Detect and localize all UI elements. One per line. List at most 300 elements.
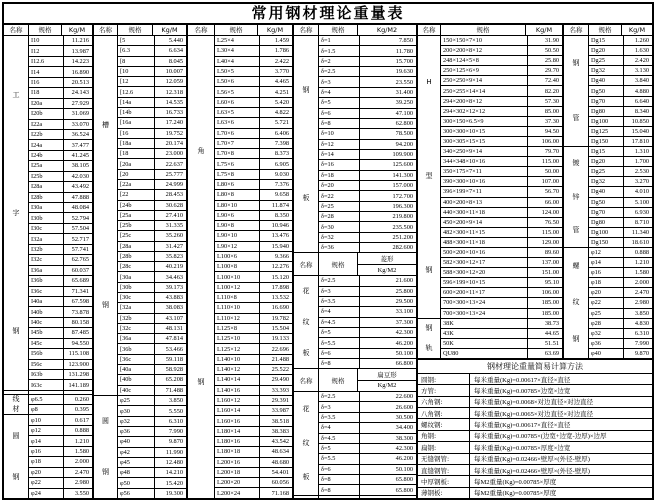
value-cell: 0.617 — [74, 416, 89, 424]
table-row — [215, 129, 292, 139]
spec-cell: L110×10 — [215, 303, 260, 312]
table-row — [319, 359, 416, 368]
value-cell: 235.500 — [392, 223, 413, 231]
value-cell: 26.600 — [395, 403, 413, 411]
spec-cell: φ20 — [589, 288, 624, 297]
spec-cell: L140×16 — [215, 386, 260, 395]
section-rows — [589, 147, 652, 247]
spec-cell: δ=4 — [319, 423, 360, 432]
formula-row — [418, 431, 652, 442]
table-row — [118, 375, 186, 385]
table-row — [215, 416, 292, 426]
value-cell: 4.880 — [634, 87, 649, 95]
value-cell: 31.400 — [395, 88, 413, 96]
table-row — [118, 190, 186, 200]
value-cell: 28.453 — [165, 191, 183, 199]
table-row — [441, 278, 562, 288]
spec-cell: φ32 — [118, 417, 155, 426]
spec-cell: δ=5.5 — [319, 338, 360, 347]
group-channel-steel — [94, 25, 188, 498]
value-cell: 13.987 — [71, 47, 89, 55]
spec-cell: 250×125×6×9 — [441, 66, 528, 75]
spec-cell: φ22 — [29, 478, 64, 487]
value-cell: 12.059 — [165, 78, 183, 86]
table-row — [215, 77, 292, 87]
sub-header — [294, 369, 416, 392]
spec-cell: 50K — [441, 339, 528, 348]
spec-cell: Dg40 — [589, 187, 624, 196]
spec-cell: I25b — [29, 172, 64, 181]
spec-cell: [36c — [118, 355, 155, 364]
value-cell: 22.600 — [395, 393, 413, 401]
table-row — [319, 287, 416, 297]
table-main — [4, 25, 652, 498]
table-row — [589, 238, 652, 247]
table-row — [319, 485, 416, 494]
table-row — [215, 252, 292, 262]
spec-cell: [25c — [118, 231, 155, 240]
spec-cell: [28b — [118, 252, 155, 261]
spec-cell: I14 — [29, 67, 64, 76]
formula-row — [418, 397, 652, 408]
spec-cell: L80×6 — [215, 180, 260, 189]
spec-cell: L70×8 — [215, 149, 260, 158]
table-row — [215, 118, 292, 128]
table-row — [29, 245, 92, 255]
value-cell: 31.335 — [165, 222, 183, 230]
value-cell: 11.780 — [395, 47, 413, 55]
table-row — [29, 380, 92, 389]
value-cell: 2.000 — [74, 458, 89, 466]
section-name — [418, 36, 441, 318]
table-row — [215, 355, 292, 365]
spec-cell: L70×7 — [215, 139, 260, 148]
spec-cell: I12 — [29, 46, 64, 55]
value-cell: 48.131 — [165, 325, 183, 333]
table-row — [319, 119, 416, 129]
spec-cell: L100×6 — [215, 252, 260, 261]
formula-title: 钢材理论重量简易计算方法 — [418, 360, 652, 374]
spec-cell: δ=4 — [319, 88, 360, 97]
section-name-char: 花 — [302, 287, 310, 296]
spec-cell: I20a — [29, 99, 64, 108]
spec-cell: [14a — [118, 98, 155, 107]
spec-cell: δ=32 — [319, 233, 360, 242]
table-row — [441, 248, 562, 258]
table-row — [589, 177, 652, 187]
value-cell: 29.500 — [395, 298, 413, 306]
spec-cell: I45b — [29, 328, 64, 337]
section-name-char: 钢 — [102, 300, 109, 309]
spec-cell: [8 — [118, 57, 155, 66]
spec-cell: δ=18 — [319, 171, 360, 180]
sub-name-header: 名称 — [294, 369, 319, 391]
table-row — [118, 262, 186, 272]
value-cell: 57.30 — [544, 97, 559, 105]
spec-cell: Dg25 — [589, 56, 624, 65]
spec-cell: [12 — [118, 77, 155, 86]
name-column-header: 名称 — [4, 25, 29, 35]
table-row — [29, 436, 92, 446]
table-row — [29, 99, 92, 109]
spec-cell: I32c — [29, 255, 64, 264]
spec-cell: φ14 — [589, 258, 624, 267]
formula-row — [418, 454, 652, 465]
section-name-char: 板 — [302, 473, 310, 482]
spec-cell: δ=22 — [319, 191, 360, 200]
value-cell: 89.60 — [544, 249, 559, 257]
spec-cell: Dg100 — [589, 228, 624, 237]
value-cell: 14.223 — [71, 58, 89, 66]
value-cell: 48.634 — [271, 448, 289, 456]
table-row — [118, 489, 186, 498]
table-row — [319, 171, 416, 181]
table-row — [215, 406, 292, 416]
table-row — [118, 386, 186, 395]
spec-cell: [12.6 — [118, 87, 155, 96]
section-name-char: 钢 — [102, 468, 109, 477]
value-cell: 78.500 — [395, 130, 413, 138]
table-row — [215, 231, 292, 241]
spec-cell: [25b — [118, 221, 155, 230]
formula-row — [418, 374, 652, 385]
column-headers — [188, 25, 292, 36]
value-cell: 12.318 — [165, 88, 183, 96]
table-row — [441, 238, 562, 248]
unit-column-header: Kg/M — [161, 26, 178, 34]
spec-cell: φ32 — [589, 329, 624, 338]
section-name-char: 钢 — [425, 323, 433, 332]
table-row — [118, 159, 186, 169]
right-top-groups — [418, 25, 652, 358]
value-cell: 50.100 — [395, 465, 413, 473]
spec-cell: 390×300×10×16 — [441, 177, 528, 186]
table-row — [29, 78, 92, 88]
table-row — [589, 137, 652, 146]
value-cell: 17.240 — [165, 119, 183, 127]
section-name — [294, 36, 319, 252]
section-name-char: 角 — [197, 147, 205, 155]
value-cell: 2.420 — [634, 57, 649, 65]
table-row — [118, 211, 186, 221]
value-cell: 13.532 — [271, 294, 289, 302]
value-cell: 15.504 — [271, 325, 289, 333]
value-cell: 47.888 — [71, 193, 89, 201]
value-cell: 7.990 — [168, 428, 183, 436]
table-row — [589, 46, 652, 56]
spec-cell: 294×302×12×12 — [441, 107, 528, 116]
table-row — [29, 447, 92, 457]
formula-text: 每米重量(Kg)=0.00617×直径×直径 — [474, 376, 571, 384]
table-row — [441, 268, 562, 278]
table-row — [215, 324, 292, 334]
value-cell: 15.940 — [271, 242, 289, 250]
value-cell: 1.630 — [634, 47, 649, 55]
spec-cell: 340×250×9×14 — [441, 147, 528, 156]
value-cell: 33.987 — [271, 407, 289, 415]
section-name-char: 锌 — [572, 192, 580, 201]
value-cell: 10.850 — [631, 117, 649, 125]
value-cell: 94.200 — [395, 140, 413, 148]
table-row — [441, 228, 562, 238]
table-row — [29, 88, 92, 98]
table-row — [29, 182, 92, 192]
value-cell: 129.00 — [541, 238, 559, 246]
spec-cell: I12.6 — [29, 57, 64, 66]
formula-panel — [418, 358, 652, 498]
value-cell: 71.168 — [271, 489, 289, 497]
value-cell: 53.466 — [165, 345, 183, 353]
table-row — [319, 191, 416, 201]
table-row — [441, 329, 562, 339]
value-cell: 13.476 — [271, 232, 289, 240]
spec-cell: Dg125 — [589, 127, 624, 136]
section-name — [188, 36, 215, 498]
table-row — [319, 67, 416, 77]
spec-cell: δ=8 — [319, 359, 360, 368]
spec-cell: δ=4.5 — [319, 434, 360, 443]
value-cell: 87.485 — [71, 329, 89, 337]
spec-cell — [319, 496, 360, 498]
table-row — [319, 77, 416, 87]
table-row — [215, 242, 292, 252]
table-row — [29, 255, 92, 265]
value-cell: 115.00 — [541, 158, 559, 166]
formula-text: 每M2重量(Kg)=0.00785×厚度 — [474, 478, 557, 486]
value-cell: 76.50 — [544, 218, 559, 226]
section-name — [564, 36, 589, 146]
table-row — [118, 417, 186, 427]
table-row — [29, 468, 92, 478]
table-row — [441, 167, 562, 177]
spec-cell: φ50 — [118, 478, 155, 487]
spec-cell: Dg70 — [589, 97, 624, 106]
spec-cell: δ=8 — [319, 119, 360, 128]
table-row — [118, 139, 186, 149]
spec-cell: Dg25 — [589, 167, 624, 176]
table-row — [589, 36, 652, 46]
table-row — [29, 489, 92, 498]
spec-cell: [32b — [118, 314, 155, 323]
table-row — [589, 147, 652, 157]
spec-cell: Dg80 — [589, 218, 624, 227]
section-rows — [319, 392, 416, 495]
spec-cell: I25a — [29, 161, 64, 170]
value-cell: 2.470 — [634, 289, 649, 297]
section-name-char: 螺 — [572, 261, 580, 270]
table-row — [118, 334, 186, 344]
spec-cell: L160×12 — [215, 396, 260, 405]
value-cell: 31.427 — [165, 242, 183, 250]
formula-rows — [418, 374, 652, 498]
value-cell: 27.929 — [71, 99, 89, 107]
value-cell: 66.800 — [395, 360, 413, 368]
table-row — [319, 338, 416, 348]
name-column-header: 名称 — [418, 25, 441, 35]
spec-cell: δ=20 — [319, 181, 360, 190]
value-cell: 15.420 — [165, 479, 183, 487]
spec-cell — [29, 391, 64, 393]
table-row — [441, 349, 562, 358]
value-cell: 11.990 — [165, 448, 183, 456]
table-row — [118, 406, 186, 416]
table-row — [441, 339, 562, 349]
value-cell: 3.550 — [74, 489, 89, 497]
value-cell: 1.786 — [274, 47, 289, 55]
value-cell: 18.610 — [631, 238, 649, 246]
value-cell: 38.083 — [165, 304, 183, 312]
value-cell: 4.465 — [274, 78, 289, 86]
spec-cell: L90×10 — [215, 231, 260, 240]
value-cell: 38.73 — [544, 319, 559, 327]
value-cell: 106.00 — [541, 137, 559, 145]
value-cell: 22.637 — [165, 160, 183, 168]
value-cell: 14.210 — [165, 469, 183, 477]
table-row — [215, 67, 292, 77]
spec-cell: L180×16 — [215, 437, 260, 446]
sub-name-header: 名称 — [294, 253, 319, 275]
spec-cell: φ25 — [589, 309, 624, 318]
section-name — [294, 392, 319, 495]
value-cell: 21.488 — [271, 355, 289, 363]
formula-row — [418, 419, 652, 430]
name-column-header: 名称 — [94, 25, 118, 35]
spec-cell: L200×16 — [215, 458, 260, 467]
spec-cell: [30a — [118, 272, 155, 281]
unit-column-header: Kg/M — [266, 26, 284, 34]
table-row — [319, 140, 416, 150]
column-headers — [418, 25, 562, 36]
spec-cell: 450×200×9×14 — [441, 218, 528, 227]
spec-cell: [32c — [118, 324, 155, 333]
spec-cell: Dg80 — [589, 107, 624, 116]
value-cell: 30.500 — [395, 414, 413, 421]
spec-cell: δ=36 — [319, 243, 360, 252]
section-rows — [441, 36, 562, 318]
table-row — [589, 117, 652, 127]
spec-cell: I28a — [29, 182, 64, 191]
value-cell: 37.30 — [544, 117, 559, 125]
spec-cell: δ=12 — [319, 140, 360, 149]
value-cell: 6.930 — [634, 208, 649, 216]
value-cell: 8.350 — [274, 211, 289, 219]
spec-cell: φ10 — [29, 415, 64, 424]
formula-label: 薄钢板: — [418, 488, 470, 498]
value-cell: 16.690 — [271, 304, 289, 312]
right-columns — [418, 25, 652, 498]
value-cell: 12.480 — [165, 459, 183, 467]
value-cell: 123.900 — [68, 360, 89, 368]
table-row — [589, 268, 652, 278]
table-section — [564, 36, 652, 147]
sub-unit-top: 扁豆形 — [358, 369, 416, 380]
table-row — [441, 86, 562, 96]
table-row — [319, 243, 416, 252]
value-cell: 185.00 — [541, 299, 559, 307]
table-row — [441, 137, 562, 147]
value-cell: 5.420 — [274, 98, 289, 106]
formula-label: 螺纹钢: — [418, 419, 470, 429]
spec-cell: δ=5 — [319, 444, 360, 453]
table-row — [29, 287, 92, 297]
spec-cell: δ=3.5 — [319, 297, 360, 306]
spec-cell: Dg15 — [589, 36, 624, 45]
spec-cell: 700×300×13×24 — [441, 309, 528, 318]
table-row — [589, 339, 652, 349]
spec-cell: φ24 — [29, 489, 64, 498]
spec-cell: 200×200×8×12 — [441, 46, 528, 55]
table-row — [441, 76, 562, 86]
value-cell: 109.900 — [392, 151, 413, 159]
table-row — [441, 56, 562, 66]
section-rows — [118, 36, 186, 395]
spec-cell: δ=5 — [319, 328, 360, 337]
formula-label: 方管: — [418, 385, 470, 395]
section-name — [564, 147, 589, 247]
group-steel-plate — [294, 25, 418, 498]
spec-cell: [20a — [118, 159, 155, 168]
section-name-char: 钢 — [12, 472, 20, 481]
spec-cell: 500×200×10×16 — [441, 248, 528, 257]
value-cell: 71.488 — [165, 386, 183, 394]
table-row — [441, 208, 562, 218]
value-cell: 8.373 — [274, 150, 289, 158]
formula-text: 每米重量(Kg)=0.02466×壁厚×(外径-壁厚) — [474, 456, 590, 464]
column-headers — [294, 25, 416, 36]
table-row — [319, 496, 416, 498]
sub-unit-bottom: Kg/M2 — [377, 266, 397, 274]
table-row — [441, 157, 562, 167]
value-cell: 16.890 — [71, 68, 89, 76]
spec-cell: L50×5 — [215, 67, 260, 76]
section-name-char: 管 — [572, 114, 580, 123]
table-row — [215, 447, 292, 457]
table-row — [215, 190, 292, 200]
table-row — [589, 218, 652, 228]
table-row — [589, 198, 652, 208]
spec-cell: δ=6 — [319, 109, 360, 118]
table-row — [589, 329, 652, 339]
value-cell: 57.504 — [71, 225, 89, 233]
table-row — [29, 224, 92, 234]
value-cell: 1.260 — [634, 37, 649, 45]
spec-cell: [22a — [118, 180, 155, 189]
spec-cell: φ6.5 — [29, 395, 64, 404]
table-row — [118, 231, 186, 241]
value-cell: 2.422 — [274, 57, 289, 65]
spec-cell: I22a — [29, 120, 64, 129]
section-name-char: 槽 — [102, 121, 109, 130]
value-cell: 141.189 — [68, 381, 89, 389]
table-section — [4, 415, 92, 498]
table-row — [118, 437, 186, 447]
formula-text: 每米重量(Kg)=0.00785×边宽×边宽 — [474, 388, 571, 396]
spec-cell: 596×199×10×15 — [441, 278, 528, 287]
value-cell: 14.535 — [165, 98, 183, 106]
value-cell: 39.173 — [165, 283, 183, 291]
spec-cell: δ=2 — [319, 57, 360, 66]
spec-cell: 588×300×12×20 — [441, 268, 528, 277]
value-cell: 22.696 — [271, 345, 289, 353]
table-row — [29, 328, 92, 338]
value-cell: 19.300 — [165, 489, 183, 497]
section-rows — [215, 36, 292, 498]
value-cell: 0.888 — [74, 427, 89, 435]
spec-cell: I40c — [29, 318, 64, 327]
table-row — [29, 130, 92, 140]
section-name-char: 线 — [12, 395, 20, 404]
group-h-beam — [418, 25, 564, 358]
